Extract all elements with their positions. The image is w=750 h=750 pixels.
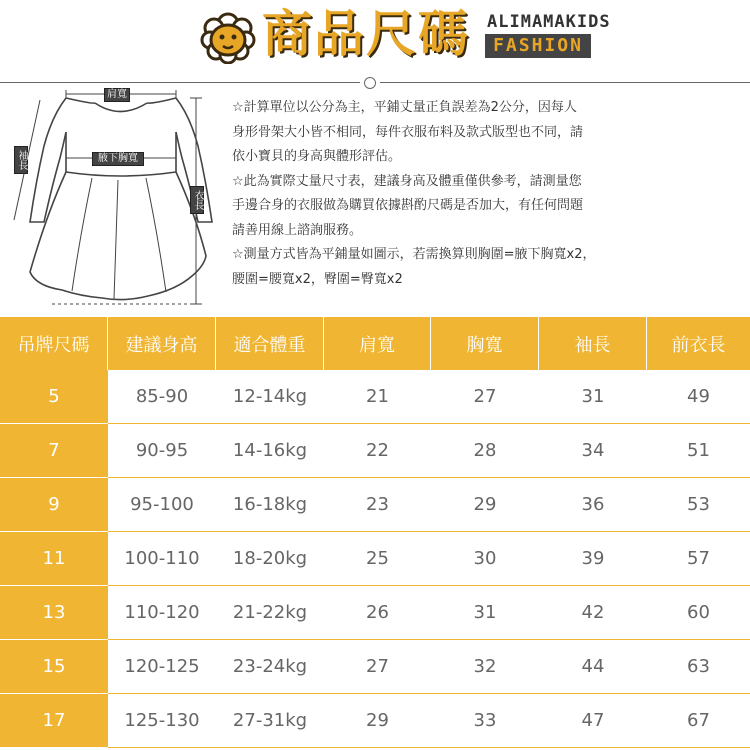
cell-length: 67	[647, 694, 750, 748]
cell-sleeve: 44	[539, 640, 647, 694]
note-line: 手邊合身的衣服做為購買依據斟酌尺碼是否加大，有任何問題	[232, 198, 584, 213]
note-line: ☆測量方式皆為平鋪量如圖示，若需換算則胸圍=腋下胸寬x2，	[232, 247, 596, 262]
note-line: 身形骨架大小皆不相同，每件衣服布料及款式版型也不同，請	[232, 124, 584, 140]
cell-height: 110-120	[108, 586, 216, 640]
cell-tag-size: 7	[0, 424, 108, 478]
cell-shoulder: 25	[324, 532, 431, 586]
note-line: 腰圍=腰寬x2，臀圍=臀寬x2	[232, 271, 403, 287]
column-header-shoulder: 肩寬	[324, 317, 431, 370]
cell-sleeve: 31	[539, 370, 647, 424]
cell-length: 63	[647, 640, 750, 694]
column-header-tag-size: 吊牌尺碼	[0, 317, 108, 370]
table-row	[0, 586, 750, 640]
cell-weight: 16-18kg	[216, 478, 324, 532]
cell-weight: 12-14kg	[216, 370, 324, 424]
cell-shoulder: 26	[324, 586, 431, 640]
dress-diagram	[0, 86, 230, 316]
table-body	[0, 370, 750, 748]
cell-length: 51	[647, 424, 750, 478]
cell-weight: 23-24kg	[216, 640, 324, 694]
cell-tag-size: 17	[0, 694, 108, 748]
note-line: ☆計算單位以公分為主，平鋪丈量正負誤差為2公分，因每人	[232, 100, 577, 115]
column-header-weight: 適合體重	[216, 317, 324, 370]
table-row	[0, 370, 750, 424]
cell-tag-size: 15	[0, 640, 108, 694]
cell-chest: 33	[431, 694, 539, 748]
cell-weight: 18-20kg	[216, 532, 324, 586]
header	[0, 0, 750, 80]
cell-length: 57	[647, 532, 750, 586]
cell-chest: 28	[431, 424, 539, 478]
table-row	[0, 640, 750, 694]
cell-weight: 27-31kg	[216, 694, 324, 748]
cell-height: 100-110	[108, 532, 216, 586]
cell-length: 49	[647, 370, 750, 424]
cell-chest: 27	[431, 370, 539, 424]
page-title: 商品尺碼	[262, 5, 470, 63]
cell-shoulder: 22	[324, 424, 431, 478]
cell-shoulder: 23	[324, 478, 431, 532]
brand-badge: FASHION	[485, 34, 591, 58]
cell-shoulder: 29	[324, 694, 431, 748]
divider-right	[380, 82, 750, 83]
cell-shoulder: 27	[324, 640, 431, 694]
cell-tag-size: 13	[0, 586, 108, 640]
note-line: ☆此為實際丈量尺寸表，建議身高及體重僅供參考，請測量您	[232, 173, 582, 189]
table-row	[0, 478, 750, 532]
cell-sleeve: 39	[539, 532, 647, 586]
cell-weight: 14-16kg	[216, 424, 324, 478]
cell-sleeve: 36	[539, 478, 647, 532]
cell-sleeve: 34	[539, 424, 647, 478]
shoulder-width-tag: 肩寬	[104, 88, 130, 102]
cell-height: 125-130	[108, 694, 216, 748]
sheep-logo-icon	[196, 6, 260, 64]
cell-height: 95-100	[108, 478, 216, 532]
cell-height: 90-95	[108, 424, 216, 478]
cell-height: 120-125	[108, 640, 216, 694]
cell-length: 60	[647, 586, 750, 640]
table-row	[0, 694, 750, 748]
divider-left	[0, 82, 360, 83]
column-header-length: 前衣長	[671, 334, 726, 356]
garment-length-tag: 衣長	[190, 186, 204, 214]
sleeve-length-tag: 袖長	[14, 146, 28, 174]
brand-name: ALIMAMAKIDS	[487, 12, 611, 32]
size-notes	[232, 96, 732, 292]
cell-length: 53	[647, 478, 750, 532]
cell-weight: 21-22kg	[216, 586, 324, 640]
column-header-height: 建議身高	[108, 317, 216, 370]
column-header-sleeve: 袖長	[539, 317, 647, 370]
cell-chest: 32	[431, 640, 539, 694]
note-line: 請善用線上諮詢服務。	[232, 222, 363, 238]
cell-shoulder: 21	[324, 370, 431, 424]
table-header-row	[0, 317, 750, 370]
cell-chest: 31	[431, 586, 539, 640]
note-line: 依小寶貝的身高與體形評估。	[232, 149, 402, 164]
divider-circle	[364, 77, 376, 89]
size-table	[0, 317, 750, 748]
column-header-chest: 胸寬	[431, 317, 539, 370]
cell-sleeve: 42	[539, 586, 647, 640]
table-row	[0, 532, 750, 586]
cell-sleeve: 47	[539, 694, 647, 748]
cell-chest: 30	[431, 532, 539, 586]
cell-height: 85-90	[108, 370, 216, 424]
cell-tag-size: 11	[0, 532, 108, 586]
table-row	[0, 424, 750, 478]
chest-width-tag: 腋下胸寬	[92, 152, 144, 166]
cell-tag-size: 5	[0, 370, 108, 424]
cell-tag-size: 9	[0, 478, 108, 532]
cell-chest: 29	[431, 478, 539, 532]
